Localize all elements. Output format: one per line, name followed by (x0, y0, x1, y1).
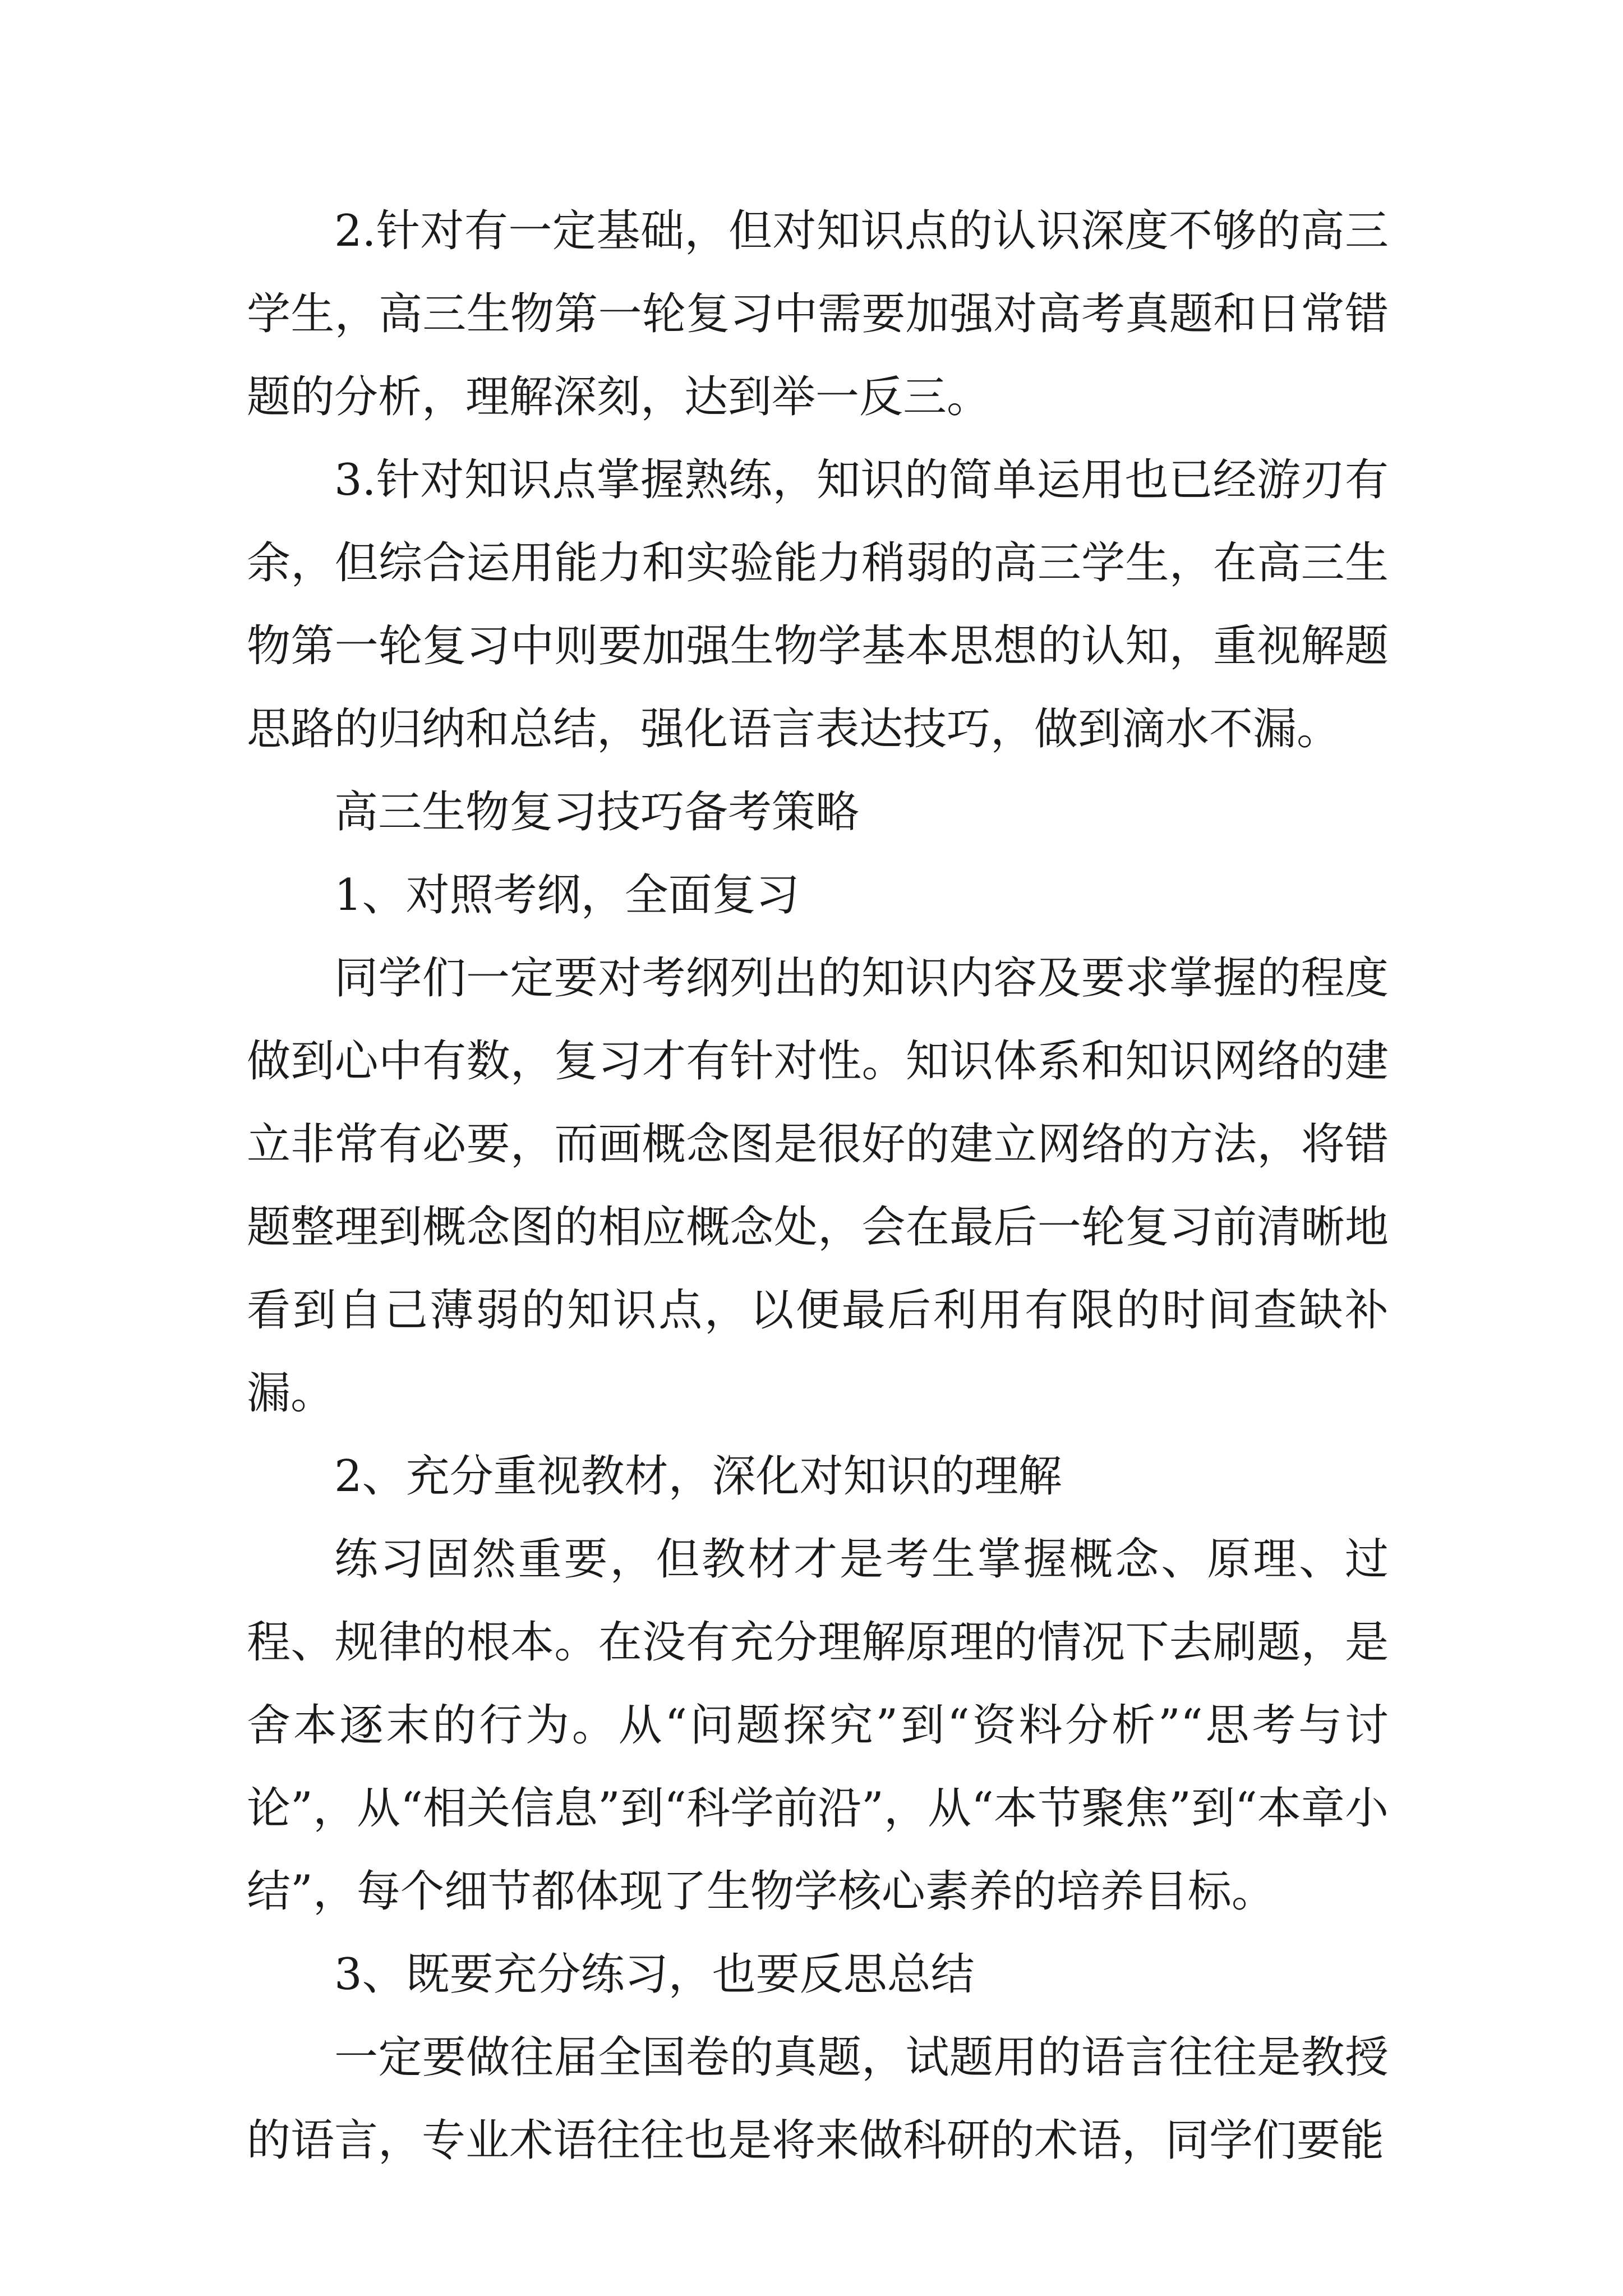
paragraph-skilled-students: 3.针对知识点掌握熟练，知识的简单运用也已经游刃有余，但综合运用能力和实验能力稍弱的高三学生，在高三生物第一轮复习中则要加强生物学基本思想的认知，重视解题思路的归纳和总结，强化语言表达技巧，做到滴水不漏。 (247, 455, 1389, 754)
subheading-practice: 3、既要充分练习，也要反思总结 (334, 1949, 975, 2000)
section-heading-strategy: 高三生物复习技巧备考策略 (334, 787, 860, 838)
paragraph-practice: 一定要做往届全国卷的真题，试题用的语言往往是教授的语言，专业术语往往也是将来做科研的术语，同学们要能 (247, 2032, 1389, 2166)
subheading-syllabus: 1、对照考纲，全面复习 (334, 870, 800, 921)
subheading-textbook: 2、充分重视教材，深化对知识的理解 (334, 1451, 1062, 1502)
paragraph-syllabus: 同学们一定要对考纲列出的知识内容及要求掌握的程度做到心中有数，复习才有针对性。知识体系和知识网络的建立非常有必要，而画概念图是很好的建立网络的方法，将错题整理到概念图的相应概念处，会在最后一轮复习前清晰地看到自己薄弱的知识点，以便最后利用有限的时间查缺补漏。 (247, 953, 1389, 1419)
paragraph-foundation-students: 2.针对有一定基础，但对知识点的认识深度不够的高三学生，高三生物第一轮复习中需要加强对高考真题和日常错题的分析，理解深刻，达到举一反三。 (247, 206, 1389, 422)
paragraph-textbook: 练习固然重要，但教材才是考生掌握概念、原理、过程、规律的根本。在没有充分理解原理的情况下去刷题，是舍本逐末的行为。从“问题探究”到“资料分析”“思考与讨论”，从“相关信息”到“科学前沿”，从“本节聚焦”到“本章小结”，每个细节都体现了生物学核心素养的培养目标。 (247, 1534, 1389, 1917)
document-body (247, 190, 1389, 2182)
